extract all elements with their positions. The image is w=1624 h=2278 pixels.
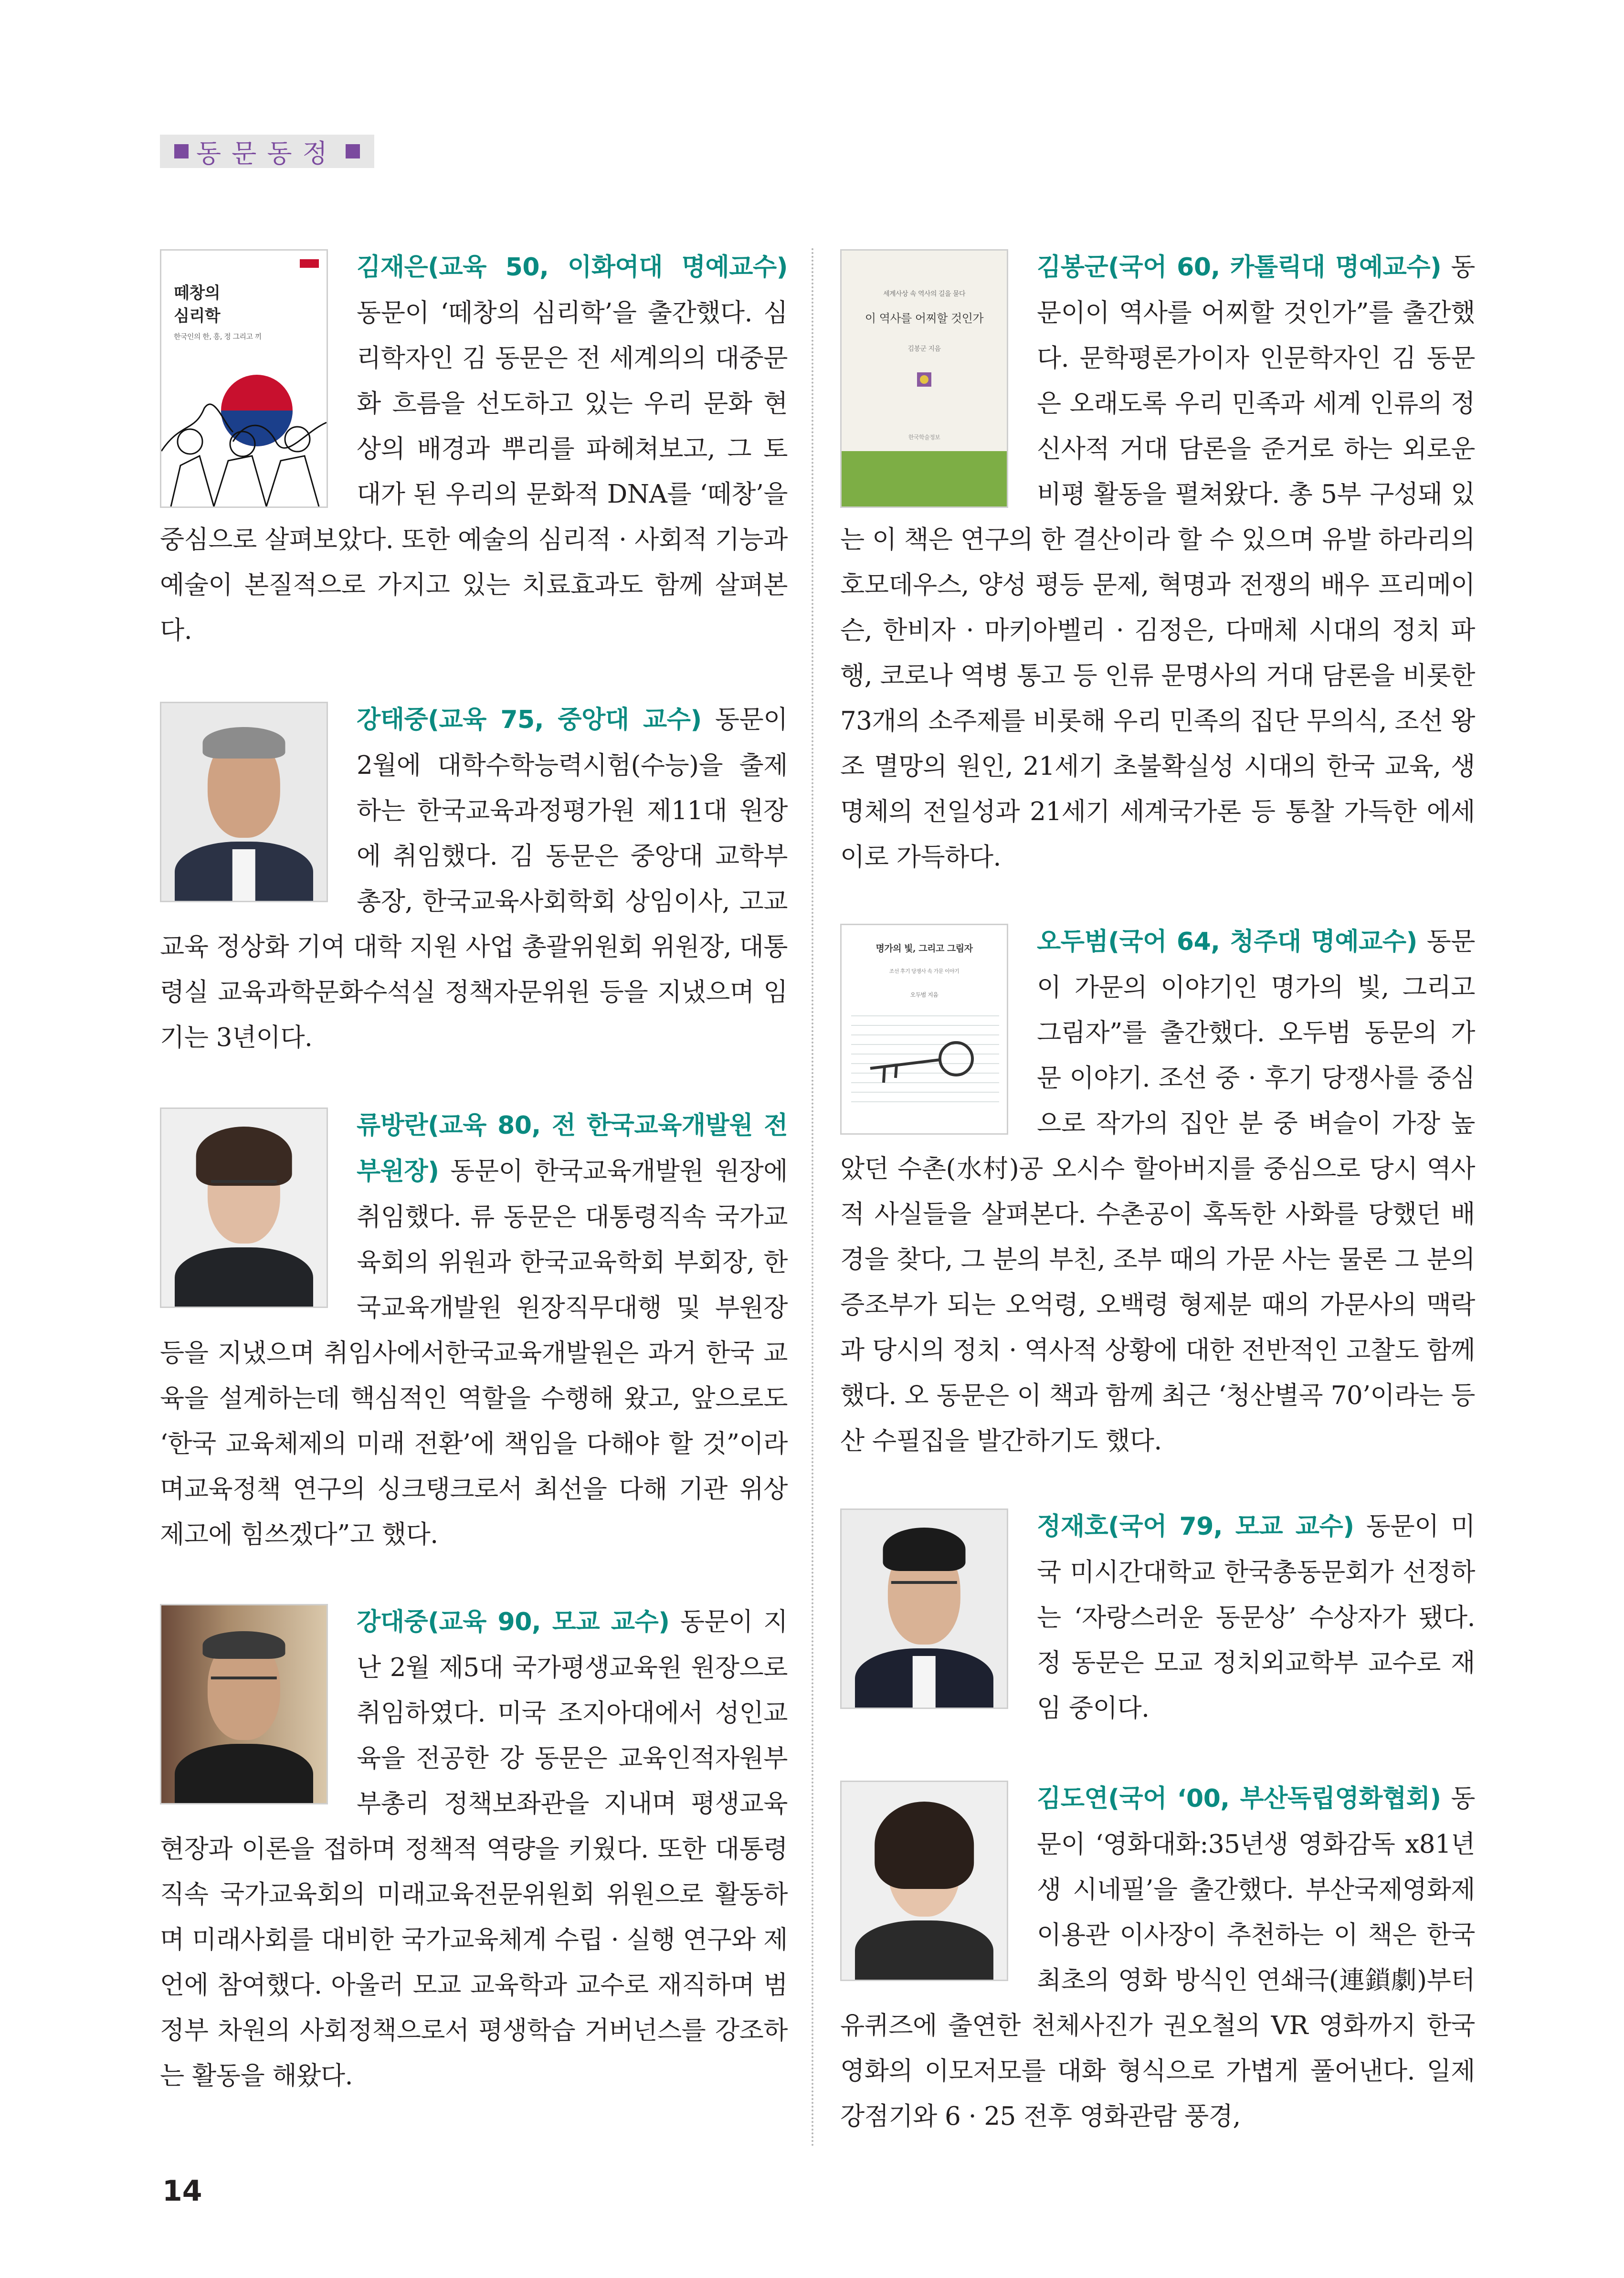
header-square-right-icon <box>346 144 360 158</box>
svg-text:오두범 지음: 오두범 지음 <box>910 991 939 998</box>
book-title: 이 역사를 어찌할 것인가 <box>865 312 984 325</box>
person-name: 김도연(국어 ‘00, 부산독립영화협회) <box>1037 1784 1441 1813</box>
person-name: 김봉군(국어 60, 카톨릭대 명예교수) <box>1037 253 1442 282</box>
person-name: 강태중(교육 75, 중앙대 교수) <box>357 706 702 734</box>
entry-body: 동문이 2월에 대학수학능력시험(수능)을 출제하는 한국교육과정평가원 제11대 원장에 취임했다. 김 동문은 중앙대 교학부총장, 한국교육사회학회 상임이사, 고교교육 정상화 기여 대학 지원 사업 총괄위원회 위원장, 대통령실 교육과학문화수석실 정책자문위원 등을 지냈으며 임기는 3년이다. <box>160 705 788 1052</box>
book-title-line2: 심리학 <box>174 306 221 326</box>
section-header <box>160 135 374 168</box>
book-cover-image <box>840 924 1008 1135</box>
page-number: 14 <box>162 2174 202 2208</box>
book-cover-image <box>840 249 1008 508</box>
person-name: 강대중(교육 90, 모교 교수) <box>357 1608 670 1636</box>
svg-text:세계사상 속 역사의 길을 묻다: 세계사상 속 역사의 길을 묻다 <box>883 290 966 298</box>
news-entry-kang-daejung <box>160 1599 788 2099</box>
news-entry-kim-doyeon <box>840 1776 1475 2139</box>
portrait-photo <box>840 1781 1008 1981</box>
svg-text:한국학술정보: 한국학술정보 <box>908 434 940 441</box>
person-name: 김재은(교육 50, 이화여대 명예교수) <box>357 253 788 282</box>
section-title: 동문동정 <box>196 138 338 169</box>
news-entry-oh-dubeom <box>840 919 1475 1464</box>
entry-body: 동문이 가문의 이야기인 명가의 빛, 그리고 그림자”를 출간했다. 오두범 동문의 가문 이야기. 조선 중 · 후기 당쟁사를 중심으로 작가의 집안 분 중 벼슬이 가장 높았던 수촌(水村)공 오시수 할아버지를 중심으로 당시 역사적 사실들을 살펴본다. 수촌공이 혹독한 사화를 당했던 배경을 찾다, 그 분의 부친, 조부 때의 가문 사는 물론 그 분의 증조부가 되는 오억령, 오백령 형제분 때의 가문사의 맥락과 당시의 정치 · 역사적 상황에 대한 전반적인 고찰도 함께 했다. 오 동문은 이 책과 함께 최근 ‘청산별곡 70’이라는 등산 수필집을 발간하기도 했다. <box>840 927 1475 1455</box>
portrait-photo <box>160 1107 328 1308</box>
header-square-left-icon <box>174 144 189 158</box>
entry-body: 동문이 한국교육개발원 원장에 취임했다. 류 동문은 대통령직속 국가교육회의 위원과 한국교육학회 부회장, 한국교육개발원 원장직무대행 및 부원장 등을 지냈으며 취임사에서한국교육개발원은 과거 한국 교육을 설계하는데 핵심적인 역할을 수행해 왔고, 앞으로도 ‘한국 교육체제의 미래 전환’에 책임을 다해야 할 것”이라며교육정책 연구의 싱크탱크로서 최선을 다해 기관 위상 제고에 힘쓰겠다”고 했다. <box>160 1157 788 1549</box>
book-cover-image <box>160 249 328 508</box>
book-title-line1: 떼창의 <box>174 284 221 303</box>
entry-body: 동문이 ‘떼창의 심리학’을 출간했다. 심리학자인 김 동문은 전 세계의의 대중문화 흐름을 선도하고 있는 우리 문화 현상의 배경과 뿌리를 파헤쳐보고, 그 토대가 된 우리의 문화적 DNA를 ‘떼창’을 중심으로 살펴보았다. 또한 예술의 심리적 · 사회적 기능과 예술이 본질적으로 가지고 있는 치료효과도 함께 살펴본다. <box>160 298 788 645</box>
person-name: 정재호(국어 79, 모교 교수) <box>1037 1512 1354 1541</box>
news-entry-kim-jaeeun <box>160 244 788 653</box>
entry-body: 동문이이 역사를 어찌할 것인가”를 출간했다. 문학평론가이자 인문학자인 김 동문은 오래도록 우리 민족과 세계 인류의 정신사적 거대 담론을 준거로 하는 외로운 비평 활동을 펼쳐왔다. 총 5부 구성돼 있는 이 책은 연구의 한 결산이라 할 수 있으며 유발 하라리의 호모데우스, 양성 평등 문제, 혁명과 전쟁의 배우 프리메이슨, 한비자 · 마키아벨리 · 김정은, 다매체 시대의 정치 파행, 코로나 역병 통고 등 인류 문명사의 거대 담론을 비롯한 73개의 소주제를 비롯해 우리 민족의 집단 무의식, 조선 왕조 멸망의 원인, 21세기 초불확실성 시대의 한국 교육, 생명체의 전일성과 21세기 세계국가론 등 통찰 가득한 에세이로 가득하다. <box>840 253 1475 872</box>
news-entry-kang-taejung <box>160 697 788 1060</box>
news-entry-jeong-jaeho <box>840 1504 1475 1731</box>
news-entry-kim-bonggun <box>840 244 1475 880</box>
portrait-photo <box>840 1508 1008 1709</box>
news-entry-ryu-bangran <box>160 1103 788 1557</box>
portrait-photo <box>160 702 328 902</box>
book-title: 명가의 빛, 그리고 그림자 <box>875 943 973 954</box>
book-subtitle: 한국인의 한, 흥, 정 그리고 끼 <box>174 332 262 341</box>
entry-body: 동문이 지난 2월 제5대 국가평생교육원 원장으로 취임하였다. 미국 조지아대에서 성인교육을 전공한 강 동문은 교육인적자원부 부총리 정책보좌관을 지내며 평생교육 현장과 이론을 접하며 정책적 역량을 키웠다. 또한 대통령 직속 국가교육회의 미래교육전문위원회 위원으로 활동하며 미래사회를 대비한 국가교육체계 수립 · 실행 연구와 제언에 참여했다. 아울러 모교 교육학과 교수로 재직하며 범정부 차원의 사회정책으로서 평생학습 거버넌스를 강조하는 활동을 해왔다. <box>160 1607 788 2090</box>
column-divider <box>812 248 813 2148</box>
svg-text:조선 후기 당쟁사 속 가문 이야기: 조선 후기 당쟁사 속 가문 이야기 <box>889 968 960 974</box>
entry-body: 동문이 미국 미시간대학교 한국총동문회가 선정하는 ‘자랑스러운 동문상’ 수상자가 됐다. 정 동문은 모교 정치외교학부 교수로 재임 중이다. <box>1037 1512 1475 1723</box>
portrait-photo <box>160 1604 328 1804</box>
person-name: 류방란(교육 80, 전 한국교육개발원 전부원장) <box>357 1111 788 1186</box>
entry-body: 동문이 ‘영화대화:35년생 영화감독 x81년생 시네필’을 출간했다. 부산국제영화제 이용관 이사장이 추천하는 이 책은 한국 최초의 영화 방식인 연쇄극(連鎖劇)부터 유퀴즈에 출연한 천체사진가 권오철의 VR 영화까지 한국영화의 이모저모를 대화 형식으로 가볍게 풀어낸다. 일제강점기와 6 · 25 전후 영화관람 풍경, <box>840 1784 1475 2131</box>
person-name: 오두범(국어 64, 청주대 명예교수) <box>1037 928 1417 956</box>
svg-text:김봉군 지음: 김봉군 지음 <box>907 345 941 353</box>
